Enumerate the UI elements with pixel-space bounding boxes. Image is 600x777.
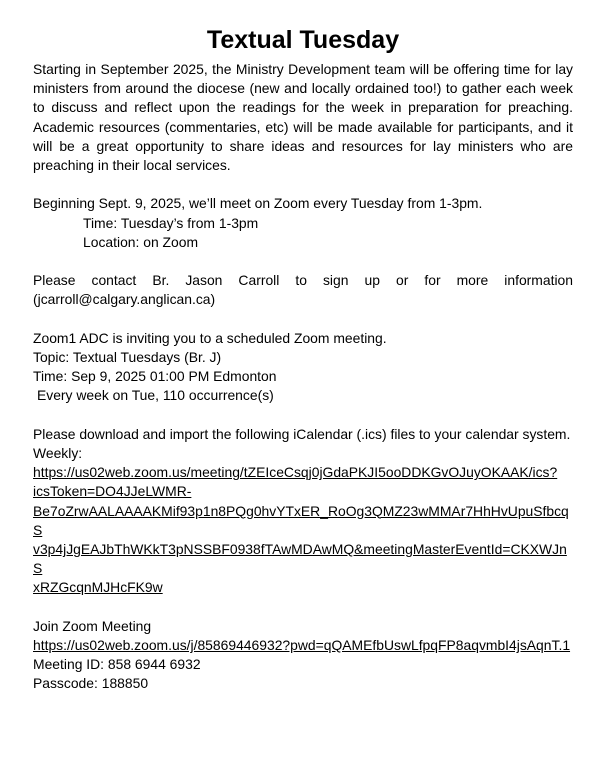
zoom-time: Time: Sep 9, 2025 01:00 PM Edmonton [33, 368, 277, 385]
schedule-time: Time: Tuesday’s from 1-3pm [83, 214, 259, 231]
zoom-topic: Topic: Textual Tuesdays (Br. J) [33, 349, 222, 365]
passcode: Passcode: 188850 [33, 675, 149, 692]
zoom-invite-line: Zoom1 ADC is inviting you to a scheduled Zoom meeting. [33, 329, 387, 346]
weekly-ics-link-line[interactable]: v3p4jJgEAJbThWKkT3pNSSBF0938fTAwMDAwMQ&meetingMasterEventId=CKXWJnS [33, 541, 567, 577]
contact-line: Please contact Br. Jason Carroll to sign up or for more information [33, 272, 573, 289]
weekly-label: Weekly: [33, 445, 83, 461]
spacer [33, 252, 573, 271]
page-title: Textual Tuesday [206, 26, 400, 54]
schedule-location: Location: on Zoom [83, 233, 199, 250]
contact-email: (jcarroll@calgary.anglican.ca) [33, 291, 216, 308]
weekly-ics-link-line[interactable]: https://us02web.zoom.us/meeting/tZEIceCsqj0jGdaPKJI5ooDDKGvOJuyOKAAK/ics? [33, 464, 558, 481]
join-label: Join Zoom Meeting [33, 617, 152, 634]
spacer [33, 310, 573, 329]
weekly-ics-link[interactable] [33, 463, 573, 597]
spacer [33, 598, 573, 617]
schedule-beginning: Beginning Sept. 9, 2025, we’ll meet on Zoom every Tuesday from 1-3pm. [33, 195, 483, 212]
zoom-recurrence: Every week on Tue, 110 occurrence(s) [37, 387, 274, 404]
meeting-id: Meeting ID: 858 6944 6932 [33, 656, 201, 673]
join-zoom-link[interactable]: https://us02web.zoom.us/j/85869446932?pwd=qQAMEfbUswLfpqFP8aqvmbI4jsAqnT.1 [33, 637, 571, 654]
weekly-ics-link-line[interactable]: xRZGcqnMJHcFK9w [33, 579, 163, 596]
spacer [33, 175, 573, 194]
calendar-instruction: Please download and import the following iCalendar (.ics) files to your calendar system. [33, 425, 571, 442]
weekly-ics-link-line[interactable]: Be7oZrwAALAAAAKMif93p1n8PQg0hvYTxER_RoOg3QMZ23wMMAr7HhHvUpuSfbcqS [33, 502, 569, 538]
spacer [33, 406, 573, 425]
weekly-ics-link-line[interactable]: icsToken=DO4JJeLWMR- [33, 483, 192, 500]
intro-paragraph: Starting in September 2025, the Ministry Development team will be offering time for lay ministers from around the diocese (new and locally ordained too!) to gather each week to discuss and reflect upon the readings for the week in preparation for preaching. Academic resources (commentaries, etc) will be made available for participants, and it will be a great opportunity to share ideas and resources for lay ministers who are preaching in their local services. [33, 61, 573, 174]
